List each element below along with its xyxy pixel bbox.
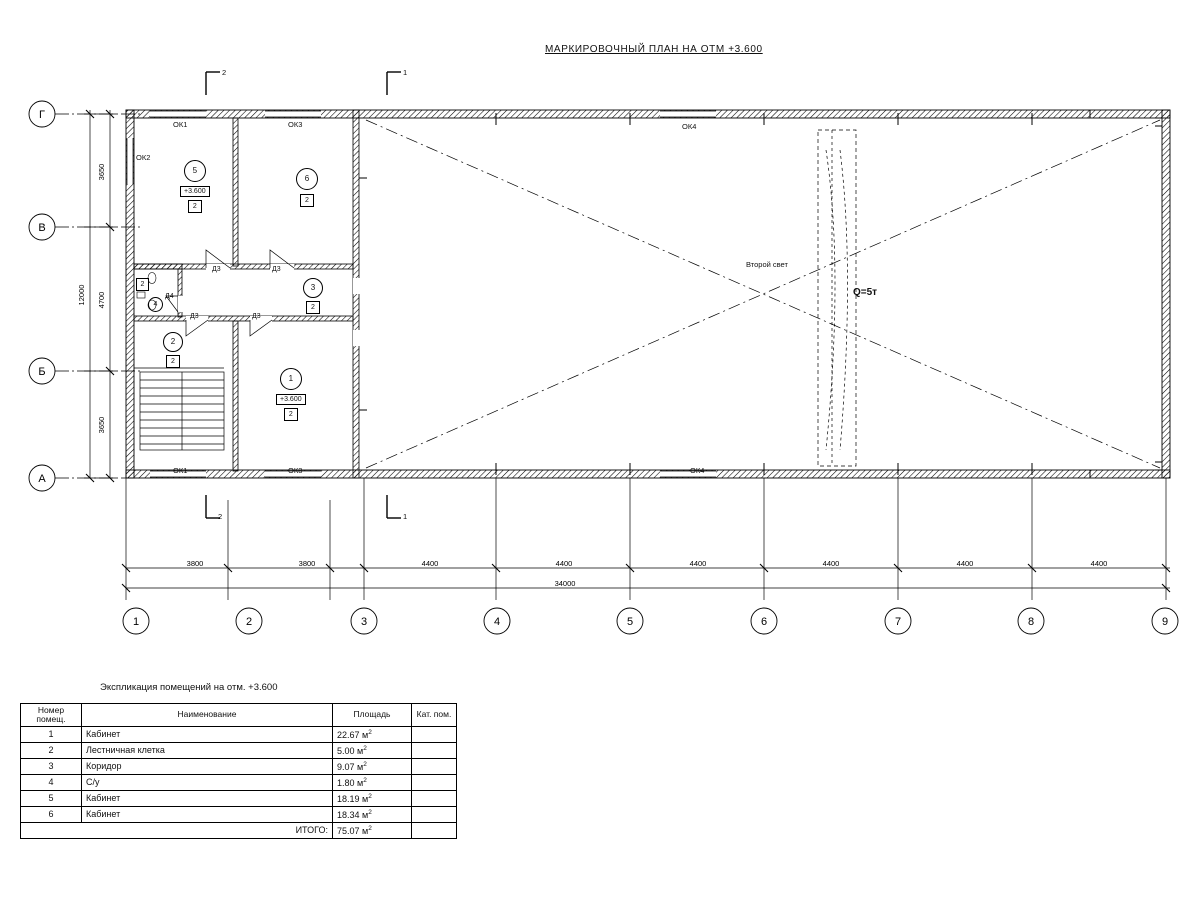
room-marker-1: [276, 368, 306, 421]
window-ok3-top: ОК3: [288, 120, 303, 129]
room-number-1: 1: [280, 368, 302, 390]
col-header-area: Площадь: [333, 704, 412, 727]
table-row: [21, 774, 457, 790]
total-label: ИТОГО:: [21, 822, 333, 838]
explication-table: [20, 703, 457, 839]
explication-title: Экспликация помещений на отм. +3.600: [100, 682, 278, 693]
cell-category: [412, 806, 457, 822]
cell-area: 18.19 $м^2$: [333, 790, 412, 806]
cell-category: [412, 726, 457, 742]
svg-text:12000: 12000: [77, 284, 86, 306]
svg-text:1: 1: [132, 616, 140, 628]
cell-category: [412, 742, 457, 758]
door-d3-c: Д3: [190, 313, 199, 320]
col-header-number: Номер помещ.: [21, 704, 82, 727]
window-ok1-bottom: ОК1: [173, 466, 188, 475]
cell-name: С/у: [82, 774, 333, 790]
svg-text:3800: 3800: [186, 559, 204, 568]
svg-text:В: В: [38, 222, 46, 234]
cell-area: 9.07 $м^2$: [333, 758, 412, 774]
table-row: [21, 726, 457, 742]
svg-text:34000: 34000: [554, 579, 576, 588]
cell-number: 6: [21, 806, 82, 822]
table-total-row: [21, 822, 457, 838]
cell-area: 22.67 $м^2$: [333, 726, 412, 742]
svg-text:9: 9: [1161, 616, 1169, 628]
total-category: [412, 822, 457, 838]
svg-text:6: 6: [760, 616, 768, 628]
svg-text:4400: 4400: [555, 559, 573, 568]
cell-category: [412, 774, 457, 790]
section-mark-2-top-label: 2: [222, 68, 227, 77]
table-row: [21, 758, 457, 774]
cell-name: Кабинет: [82, 806, 333, 822]
col-header-name: Наименование: [82, 704, 333, 727]
room-number-4: 4: [148, 297, 163, 312]
room-marker-2-stairs: [163, 332, 183, 368]
svg-text:3650: 3650: [97, 416, 106, 434]
cell-category: [412, 758, 457, 774]
room-number-5: 5: [184, 160, 206, 182]
room-marker-5: [180, 160, 210, 213]
room-category-1: 2: [284, 408, 298, 421]
section-mark-1-bottom-label: 1: [403, 512, 408, 521]
room-level-1: +3.600: [276, 394, 306, 405]
door-d3-b: Д3: [272, 266, 281, 273]
svg-text:4400: 4400: [956, 559, 974, 568]
room-number-6: 6: [296, 168, 318, 190]
door-d3-a: Д3: [212, 266, 221, 273]
cell-number: 3: [21, 758, 82, 774]
svg-text:3: 3: [360, 616, 368, 628]
room-category-2: 2: [166, 355, 180, 368]
cell-area: 1.80 $м^2$: [333, 774, 412, 790]
cell-name: Коридор: [82, 758, 333, 774]
svg-text:2: 2: [245, 616, 253, 628]
svg-text:4700: 4700: [97, 291, 106, 309]
door-d3-d: Д3: [252, 313, 261, 320]
cell-number: 2: [21, 742, 82, 758]
cell-number: 4: [21, 774, 82, 790]
total-area: 75.07 $м^2$: [333, 822, 412, 838]
cell-name: Кабинет: [82, 726, 333, 742]
room-category-6: 2: [300, 194, 314, 207]
col-header-category: Кат. пом.: [412, 704, 457, 727]
cell-area: 18.34 $м^2$: [333, 806, 412, 822]
svg-text:8: 8: [1027, 616, 1035, 628]
room-marker-4-wc: [136, 278, 149, 291]
cell-name: Лестничная клетка: [82, 742, 333, 758]
svg-text:3650: 3650: [97, 163, 106, 181]
room-number-2: 2: [163, 332, 183, 352]
svg-text:4400: 4400: [421, 559, 439, 568]
room-category-4: 2: [136, 278, 149, 291]
window-ok1-top: ОК1: [173, 120, 188, 129]
section-mark-2-bottom-label: 2: [218, 512, 223, 521]
room-category-3: 2: [306, 301, 320, 314]
window-ok4-bottom: ОК4: [690, 466, 705, 475]
window-ok2-left: ОК2: [136, 153, 151, 162]
room-level-5: +3.600: [180, 186, 210, 197]
svg-text:Б: Б: [38, 366, 46, 378]
cell-number: 1: [21, 726, 82, 742]
room-marker-3: [303, 278, 323, 314]
cell-name: Кабинет: [82, 790, 333, 806]
svg-text:4400: 4400: [689, 559, 707, 568]
svg-text:Г: Г: [39, 109, 45, 121]
crane-capacity-label: Q=5т: [853, 287, 878, 298]
hall-label: Второй свет: [746, 260, 788, 269]
svg-text:4: 4: [493, 616, 501, 628]
room-number-3: 3: [303, 278, 323, 298]
page-title: МАРКИРОВОЧНЫЙ ПЛАН НА ОТМ +3.600: [545, 44, 763, 55]
room-marker-6: [296, 168, 318, 207]
section-mark-1-top-label: 1: [403, 68, 408, 77]
svg-text:4400: 4400: [1090, 559, 1108, 568]
table-row: [21, 790, 457, 806]
svg-text:3800: 3800: [298, 559, 316, 568]
svg-text:4400: 4400: [822, 559, 840, 568]
cell-number: 5: [21, 790, 82, 806]
window-ok3-bottom: ОК3: [288, 466, 303, 475]
window-ok4-top: ОК4: [682, 122, 697, 131]
table-row: [21, 742, 457, 758]
table-header-row: [21, 704, 457, 727]
door-d4: Д4: [165, 293, 174, 300]
cell-category: [412, 790, 457, 806]
cell-area: 5.00 $м^2$: [333, 742, 412, 758]
room-category-5: 2: [188, 200, 202, 213]
svg-text:А: А: [38, 473, 46, 485]
table-row: [21, 806, 457, 822]
svg-text:5: 5: [626, 616, 634, 628]
svg-text:7: 7: [894, 616, 902, 628]
